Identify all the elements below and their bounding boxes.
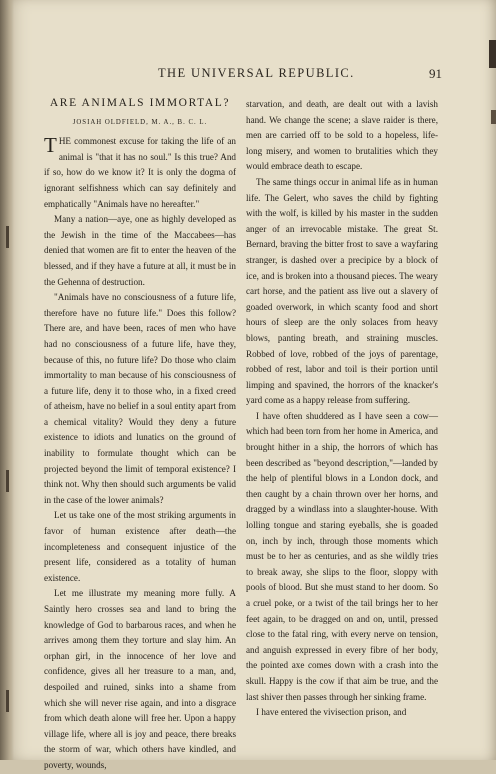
page-gutter-shadow [0,0,14,760]
article-byline: JOSIAH OLDFIELD, M. A., B. C. L. [72,118,208,126]
right-column [246,97,438,721]
opening-paragraph [44,134,236,212]
paragraph: "Animals have no consciousness of a future life, therefore have no future life." Does this follow? There are, and have been, races of men who have had no consciousness of a future life, have they, because of this, no future life? Do those who claim immortality to man because of his consciousness of a future life, deny it to those who, in a fixed creed of atheism, have no belief in a soul entity apart from a chemical vitality? Would they deny a future existence to idiots and lunatics on the ground of inability to formulate thought which can be projected beyond the limit of temporal existence? I think not. Why then should such arguments be valid in the case of the lower animals? [44,292,236,505]
paragraph-continuation: starvation, and death, are dealt out with a lavish hand. We change the scene; a slave raider is there, men are carried off to be sold to a hopeless, life-long misery, and women to brutalities which they would embrace death to escape. [246,99,438,172]
binding-mark [6,226,9,248]
article-title: ARE ANIMALS IMMORTAL? [49,97,231,109]
journal-title: THE UNIVERSAL REPUBLIC. [158,66,355,80]
opening-paragraph-text: HE commonest excuse for taking the life of an animal is "that it has no soul." Is this true? And if so, how do we know it? It is only the dogma of ignorant selfishness which can say definitely and emphatically "Animals have no hereafter." [44,136,236,209]
left-column [44,96,236,774]
binding-mark [6,470,9,492]
paragraph: Let me illustrate my meaning more fully. A Saintly hero crosses sea and land to bring the knowledge of God to barbarous races, and when he arrives among them they torture and slay him. An orphan girl, in the innocence of her love and confidence, gives all her treasure to a man, and, despoiled and ruined, sinks into a shame from which she will never rise again, and into a disgrace from which death alone will free her. Upon a happy village life, where all is joy and peace, there breaks the storm of war, which others have kindled, and poverty, wounds, [44,588,236,770]
paragraph: The same things occur in animal life as in human life. The Gelert, who saves the child by fighting with the wolf, is killed by his master in the sudden anger of an irrevocable mistake. The great St. Bernard, braving the bitter frost to save a wayfaring stranger, is dashed over a precipice by a block of ice, and is broken into a thousand pieces. The weary cart horse, and the patient ass live out a slavery of goaded overwork, in which scanty food and short hours of sleep are the only solaces from heavy blows, panting breath, and straining muscles. Robbed of love, robbed of the joys of parentage, robbed of rest, labor and toil is their portion until limping and spavined, the horrors of the knacker's yard come as a happy release from suffering. [246,176,438,406]
page-tab-marker [489,40,496,68]
paragraph: I have often shuddered as I have seen a cow—which had been torn from her home in America, and brought hither in a ship, the horrors of which has been described as "beyond description,"—landed by the help of plentiful blows in a London dock, and then caught by a chain thrown over her horns, and dragged by a windlass into a slaughter-house. With lolling tongue and staring eyeballs, she is goaded on, inch by inch, through those moments which must be to her as centuries, and as she wildly tries to break away, she slips to the floor, sloppy with pools of blood. But she must stand to her doom. So a cruel poke, or a twist of the tail brings her to her feet again, to be dragged on and on, until, pressed close to the fatal ring, with every nerve on tension, and anguish expressed in every fibre of her body, the pointed axe comes down with a crash into the skull. Happy is the cow if that aim be true, and the last shiver then passes through her sinking frame. [246,410,438,702]
paragraph: I have entered the vivisection prison, and [256,707,407,718]
page-tab-marker [491,110,496,124]
binding-mark [6,690,9,712]
paragraph: Many a nation—aye, one as highly developed as the Jewish in the time of the Maccabees—has denied that women are fit to enter the heaven of the blessed, and if they have a future at all, it must be in the Gehenna of destruction. [44,214,236,287]
page-number: 91 [429,66,442,81]
paragraph: Let us take one of the most striking arguments in favor of human existence after death—the incompleteness and consequent injustice of the present life, considered as a totality of human existence. [44,510,236,583]
running-header [38,66,462,84]
drop-cap: T [44,133,57,158]
